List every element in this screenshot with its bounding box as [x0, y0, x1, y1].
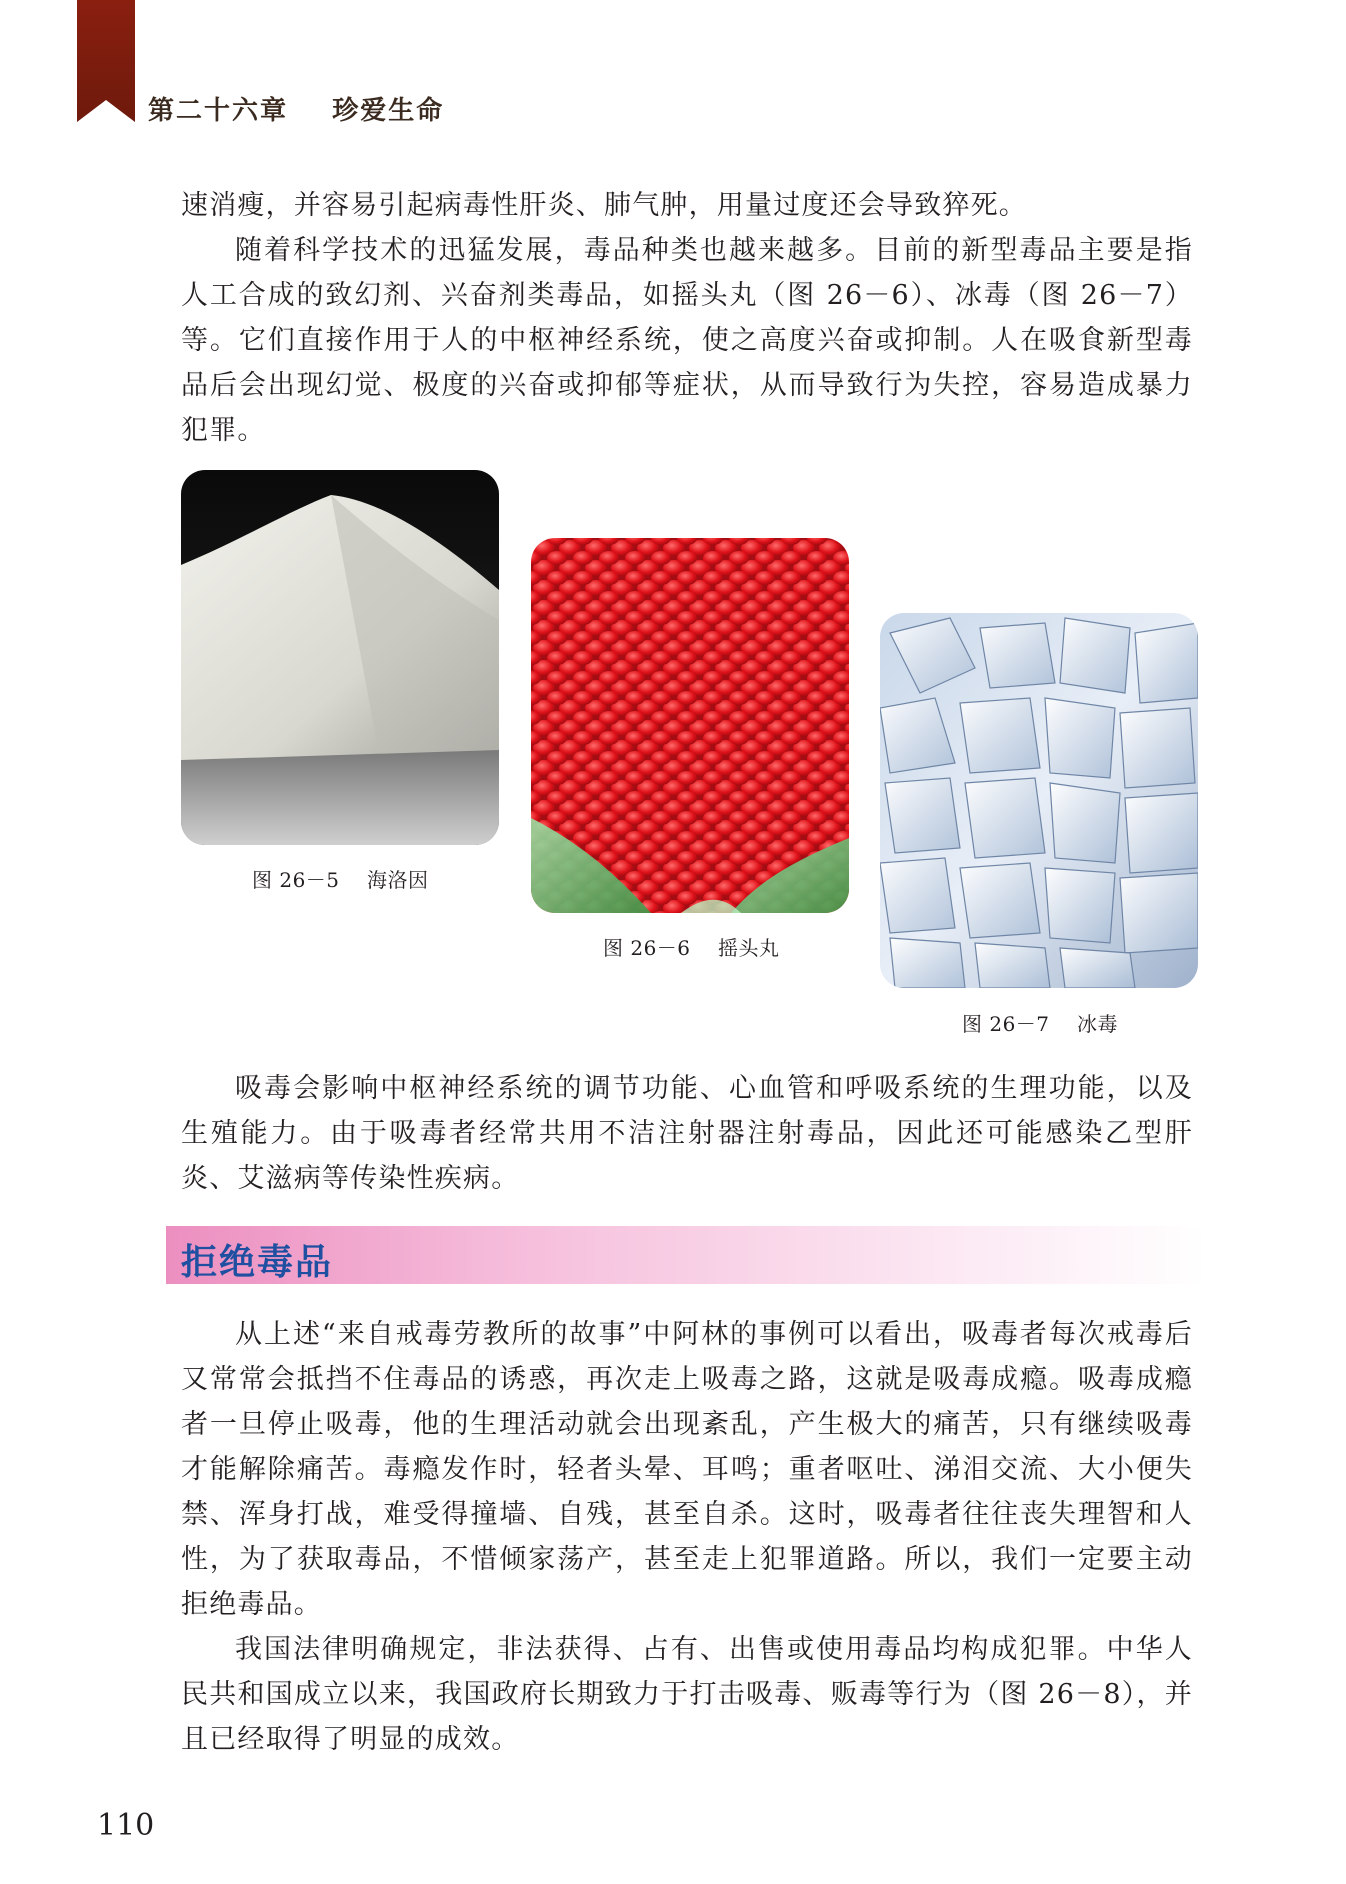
paragraph: 随着科学技术的迅猛发展，毒品种类也越来越多。目前的新型毒品主要是指人工合成的致幻剂、兴奋剂类毒品，如摇头丸（图 26－6）、冰毒（图 26－7）等。它们直接作用于人的中枢神经系统，使之高度兴奋或抑制。人在吸食新型毒品后会出现幻觉、极度的兴奋或抑郁等症状，从而导致行为失控，容易造成暴力犯罪。 — [181, 235, 1193, 446]
chapter-bookmark-ribbon — [77, 0, 135, 122]
heroin-photo — [181, 470, 499, 845]
ice-crystals-photo — [880, 613, 1198, 988]
paragraph: 从上述“来自戒毒劳教所的故事”中阿林的事例可以看出，吸毒者每次戒毒后又常常会抵挡不住毒品的诱惑，再次走上吸毒之路，这就是吸毒成瘾。吸毒成瘾者一旦停止吸毒，他的生理活动就会出现紊乱，产生极大的痛苦，只有继续吸毒才能解除痛苦。毒瘾发作时，轻者头晕、耳鸣；重者呕吐、涕泪交流、大小便失禁、浑身打战，难受得撞墙、自残，甚至自杀。这时，吸毒者往往丧失理智和人性，为了获取毒品，不惜倾家荡产，甚至走上犯罪道路。所以，我们一定要主动拒绝毒品。 — [181, 1319, 1193, 1620]
middle-text-block — [181, 1066, 1193, 1201]
paragraph: 我国法律明确规定，非法获得、占有、出售或使用毒品均构成犯罪。中华人民共和国成立以来，我国政府长期致力于打击吸毒、贩毒等行为（图 26－8），并且已经取得了明显的成效。 — [181, 1634, 1193, 1755]
paragraph: 吸毒会影响中枢神经系统的调节功能、心血管和呼吸系统的生理功能，以及生殖能力。由于吸毒者经常共用不洁注射器注射毒品，因此还可能感染乙型肝炎、艾滋病等传染性疾病。 — [181, 1073, 1193, 1194]
section-title: 拒绝毒品 — [181, 1242, 334, 1283]
figure-caption: 图 26－5 海洛因 — [252, 868, 429, 892]
paragraph: 速消瘦，并容易引起病毒性肝炎、肺气肿，用量过度还会导致猝死。 — [181, 190, 1027, 221]
bottom-text-block — [181, 1312, 1193, 1762]
chapter-heading: 第二十六章 珍爱生命 — [148, 96, 445, 126]
page-number: 110 — [97, 1808, 155, 1843]
figure-caption: 图 26－6 摇头丸 — [603, 936, 780, 960]
figure-caption: 图 26－7 冰毒 — [962, 1012, 1118, 1036]
top-text-block — [181, 183, 1193, 453]
ecstasy-pills-photo — [531, 538, 849, 913]
